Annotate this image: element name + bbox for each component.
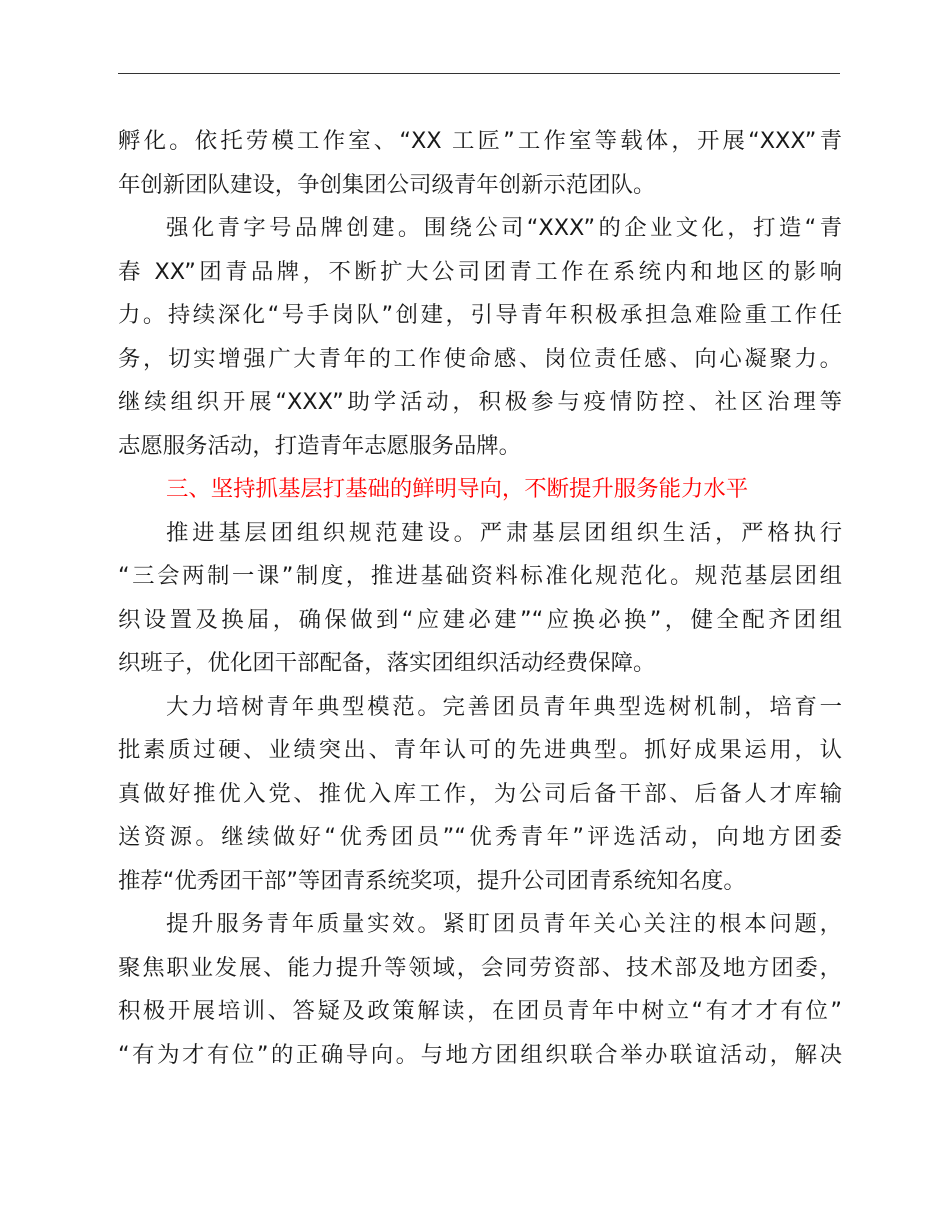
text-line: 力。持续深化“号手岗队”创建，引导青年积极承担急难险重工作任	[118, 302, 842, 328]
heading-line: 三、坚持抓基层打基础的鲜明导向，不断提升服务能力水平	[166, 476, 749, 502]
text-line: 年创新团队建设，争创集团公司级青年创新示范团队。	[118, 171, 656, 198]
text-line: 大力培树青年典型模范。完善团员青年典型选树机制，培育一	[166, 693, 842, 720]
text-line: “三会两制一课”制度，推进基础资料标准化规范化。规范基层团组	[118, 563, 842, 589]
document-body	[118, 120, 842, 1077]
paragraph	[118, 686, 842, 904]
paragraph	[118, 120, 842, 207]
text-line: 提升服务青年质量实效。紧盯团员青年关心关注的根本问题，	[166, 911, 842, 937]
text-line: 推荐“优秀团干部”等团青系统奖项，提升公司团青系统知名度。	[118, 867, 746, 894]
text-line: 志愿服务活动，打造青年志愿服务品牌。	[118, 432, 522, 459]
paragraph	[118, 207, 842, 468]
text-line: 积极开展培训、答疑及政策解读，在团员青年中树立“有才才有位”	[118, 998, 842, 1024]
text-line: 务，切实增强广大青年的工作使命感、岗位责任感、向心凝聚力。	[118, 345, 842, 372]
text-line: 推进基层团组织规范建设。严肃基层团组织生活，严格执行	[166, 519, 842, 546]
text-line: 真做好推优入党、推优入库工作，为公司后备干部、后备人才库输	[118, 780, 842, 807]
header-rule	[118, 73, 840, 74]
section-heading	[118, 468, 842, 512]
text-line: 继续组织开展“XXX”助学活动，积极参与疫情防控、社区治理等	[118, 389, 842, 415]
text-line: 聚焦职业发展、能力提升等领域，会同劳资部、技术部及地方团委，	[118, 954, 842, 981]
text-line: 织班子，优化团干部配备，落实团组织活动经费保障。	[118, 650, 656, 676]
text-line: 送资源。继续做好“优秀团员”“优秀青年”评选活动，向地方团委	[118, 824, 842, 850]
text-line: 孵化。依托劳模工作室、“XX 工匠”工作室等载体，开展“XXX”青	[118, 128, 842, 154]
text-line: 强化青字号品牌创建。围绕公司“XXX”的企业文化，打造“青	[166, 215, 842, 241]
paragraph	[118, 512, 842, 686]
text-line: 春 XX”团青品牌，不断扩大公司团青工作在系统内和地区的影响	[118, 258, 842, 285]
paragraph	[118, 903, 842, 1077]
text-line: 织设置及换届，确保做到“应建必建”“应换必换”，健全配齐团组	[118, 606, 842, 633]
text-line: “有为才有位”的正确导向。与地方团组织联合举办联谊活动，解决	[118, 1041, 842, 1068]
text-line: 批素质过硬、业绩突出、青年认可的先进典型。抓好成果运用，认	[118, 737, 842, 763]
